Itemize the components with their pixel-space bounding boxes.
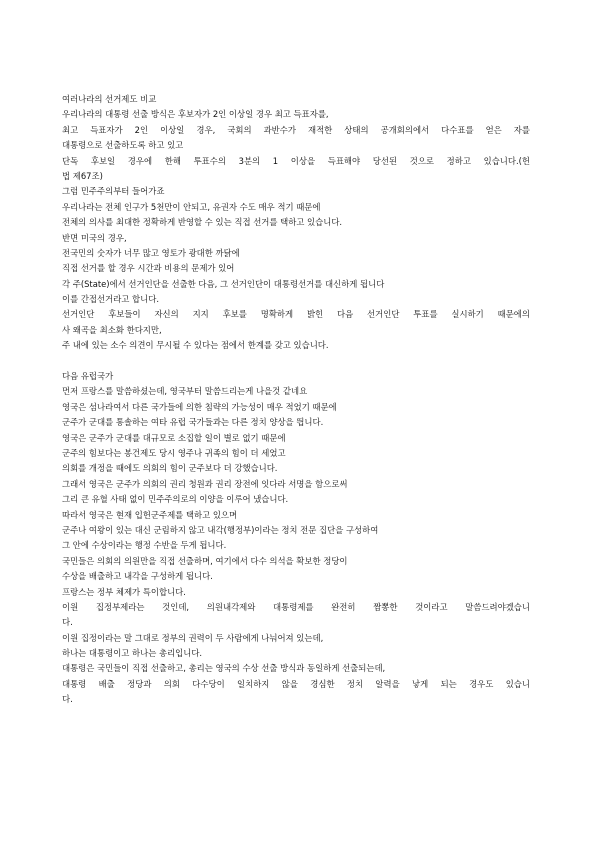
text-line: 따라서 영국은 현재 입헌군주제를 택하고 있으며 <box>62 509 238 520</box>
text-line: 우리나라의 대통령 선출 방식은 후보자가 2인 이상일 경우 최고 득표자를, <box>62 109 329 120</box>
text-line: 프랑스는 정부 체제가 특이합니다. <box>62 586 186 597</box>
text-line: 선거인단 후보들이 자신의 지지 후보를 명확하게 밝힌 다음 선거인단 투표를 실시하기 때문에의 <box>62 309 530 320</box>
text-line: 반면 미국의 경우, <box>62 232 127 243</box>
document-body <box>62 92 530 708</box>
text-line: 이원 집정이라는 말 그대로 정부의 권력이 두 사람에게 나눠어져 있는데, <box>62 632 324 643</box>
text-line: 각 주(State)에서 선거인단을 선출한 다음, 그 선거인단이 대통령선거를 대신하게 됩니다 <box>62 278 385 289</box>
text-line: 전체의 의사를 최대한 정확하게 반영할 수 있는 직접 선거를 택하고 있습니다. <box>62 217 343 228</box>
text-line: 그 안에 수상이라는 행정 수반을 두게 됩니다. <box>62 540 227 551</box>
text-line: 이를 간접선거라고 합니다. <box>62 294 159 305</box>
text-line: 대통령은 국민들이 직접 선출하고, 총리는 영국의 수상 선출 방식과 동일하게 선출되는데, <box>62 663 386 674</box>
text-line: 주 내에 있는 소수 의견이 무시될 수 있다는 점에서 한계를 갖고 있습니다. <box>62 340 329 351</box>
text-line: 대통령으로 선출하도록 하고 있고 <box>62 140 184 151</box>
text-line: 다. <box>62 617 73 628</box>
document-heading: 여러나라의 선거제도 비교 <box>62 94 157 104</box>
text-line: 영국은 섬나라여서 다른 국가들에 의한 침략의 가능성이 매우 적었기 때문에 <box>62 401 337 412</box>
text-line: 이원 집정부제라는 것인데, 의원내각제와 대통령제를 완전히 짬뽕한 것이라고 말씀드려야겠습니 <box>62 601 530 612</box>
text-line: 그리 큰 유혈 사태 없이 민주주의로의 이양을 이루어 냈습니다. <box>62 494 289 505</box>
text-line: 그래서 영국은 군주가 의회의 권리 청원과 권리 장전에 잇다라 서명을 함으로써 <box>62 478 348 489</box>
text-line: 국민들은 의회의 의원만을 직접 선출하며, 여기에서 다수 의석을 확보한 정당이 <box>62 555 348 566</box>
text-line: 군주의 힘보다는 봉건제도 당시 영주나 귀족의 힘이 더 세었고 <box>62 447 286 458</box>
text-line: 영국은 군주가 군대를 대규모로 소집할 일이 별로 없기 때문에 <box>62 432 286 443</box>
text-line: 전국민의 숫자가 너무 많고 영토가 광대한 까닭에 <box>62 247 240 258</box>
text-line: 군주가 군대를 통솔하는 여타 유럽 국가들과는 다른 정치 양상을 띕니다. <box>62 417 324 428</box>
text-line: 수상을 배출하고 내각을 구성하게 됩니다. <box>62 571 213 582</box>
text-line: 최고 득표자가 2인 이상일 경우, 국회의 과반수가 재적한 상태의 공개회의에서 다수표를 얻은 자를 <box>62 124 530 135</box>
text-line: 대통령 배출 정당과 의회 다수당이 일치하지 않을 경심한 정치 알력을 낳게 되는 경우도 있습니 <box>62 678 530 689</box>
section-heading: 그럼 민주주의부터 들어가죠 <box>62 186 165 197</box>
text-line: 단독 후보일 경우에 한해 투표수의 3분의 1 이상을 득표해야 당선된 것으로 정하고 있습니다.(헌 <box>62 155 530 166</box>
text-line: 의회를 개정을 때에도 의회의 힘이 군주보다 더 강했습니다. <box>62 463 278 474</box>
section-heading: 다음 유럽국가 <box>62 371 114 382</box>
text-line: 사 왜곡을 최소화 한다지만, <box>62 324 162 335</box>
text-line: 군주나 여왕이 있는 대신 군림하지 않고 내각(행정부)이라는 정치 전문 집단을 구성하여 <box>62 524 379 535</box>
blank-line <box>62 354 530 369</box>
text-line: 우리나라는 전체 인구가 5천만이 안되고, 유권자 수도 매우 적기 때문에 <box>62 201 321 212</box>
text-line: 하나는 대통령이고 하나는 총리입니다. <box>62 648 203 659</box>
text-line: 다. <box>62 694 73 705</box>
text-line: 직접 선거를 할 경우 시간과 비용의 문제가 있어 <box>62 263 235 274</box>
text-line: 법 제67조) <box>62 170 103 181</box>
text-line: 먼저 프랑스를 말씀하셨는데, 영국부터 말씀드리는게 나을것 같네요 <box>62 386 308 397</box>
